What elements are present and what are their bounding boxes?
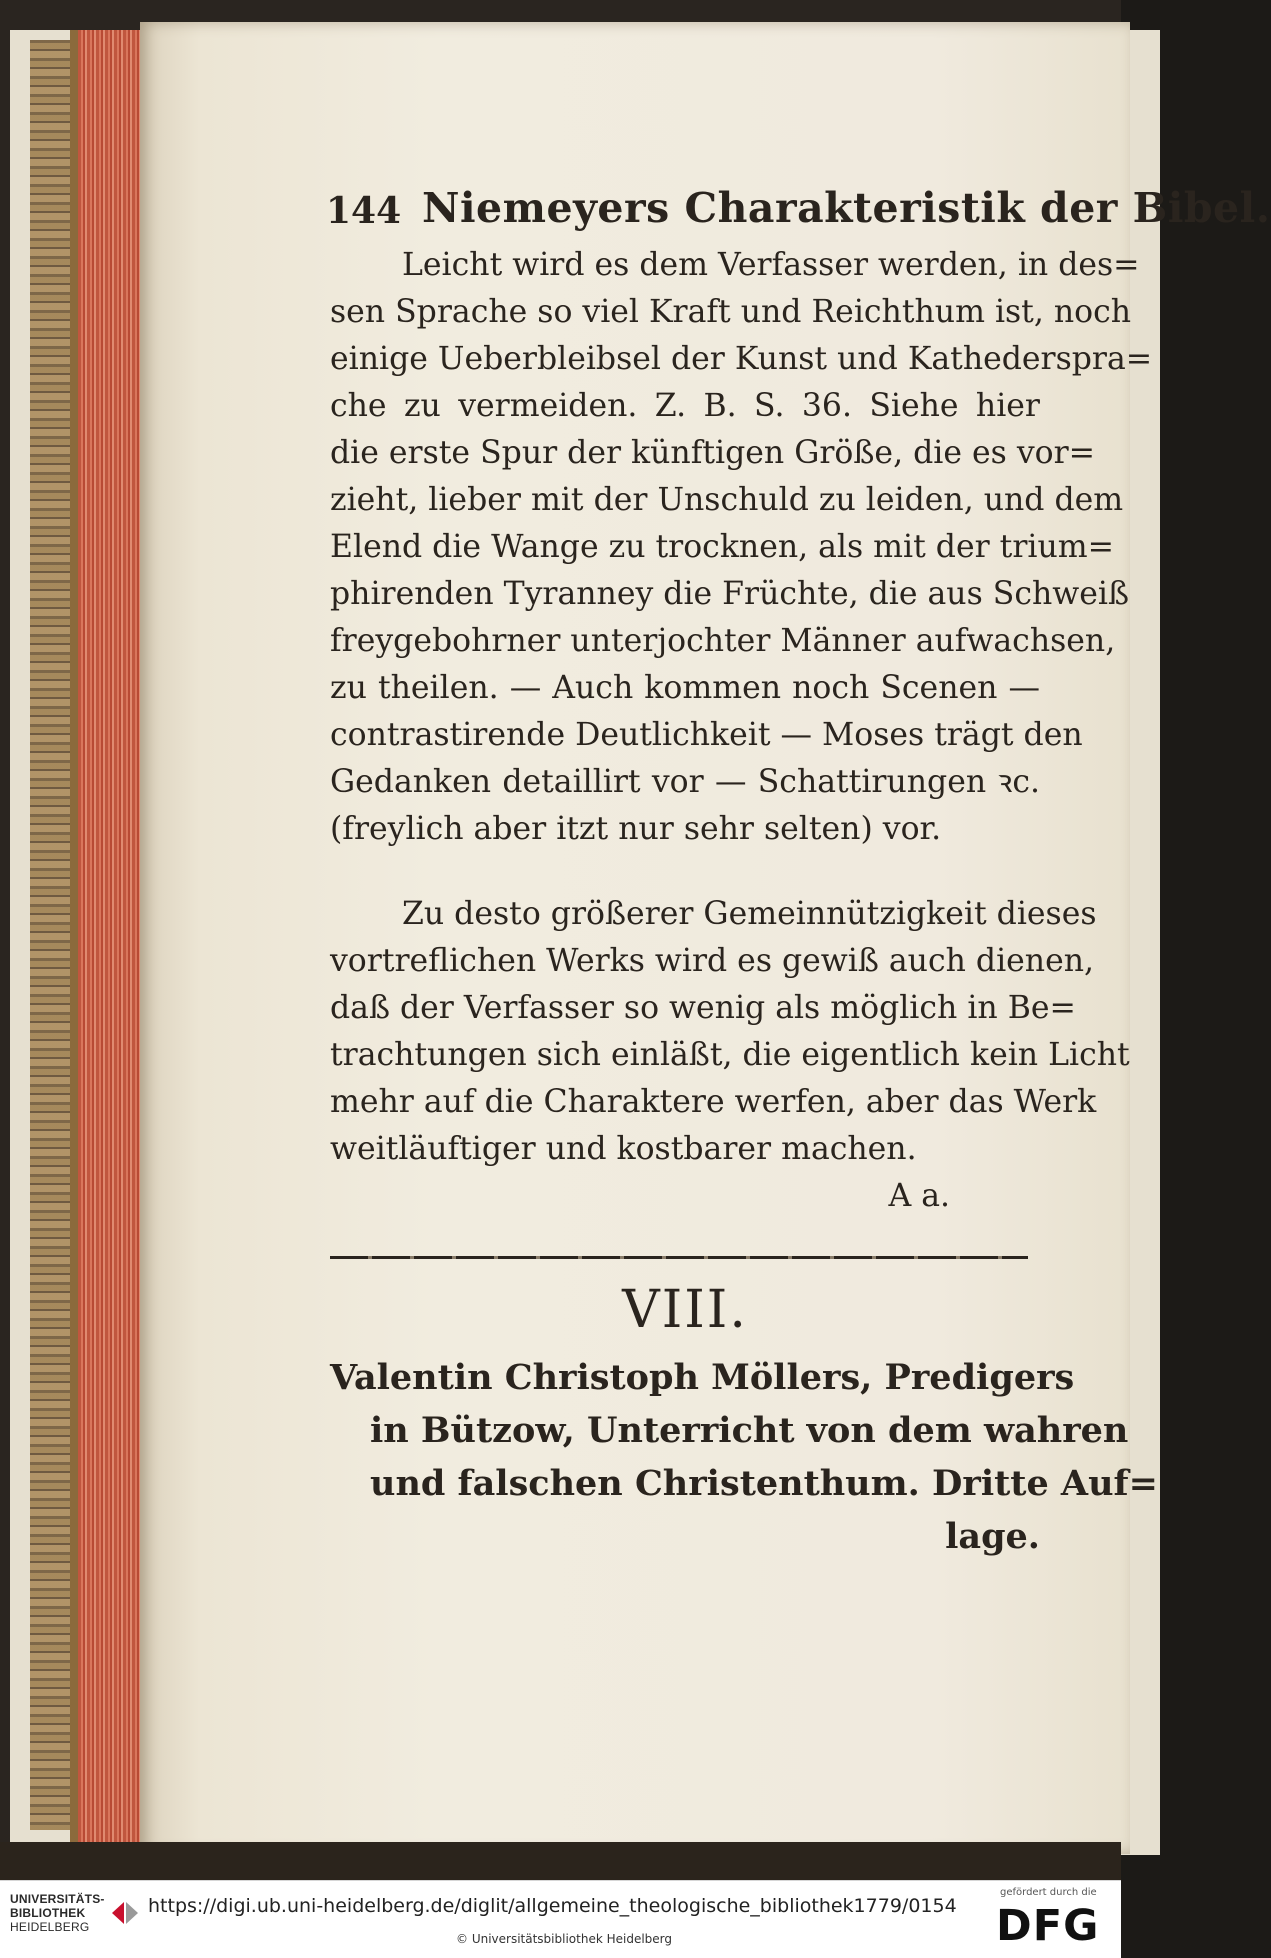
library-logo[interactable] (10, 1892, 150, 1950)
page-text-block (326, 182, 1271, 1563)
section-title-line: lage. (945, 1516, 1040, 1557)
text-line: che zu vermeiden. Z. B. S. 36. Siehe hier (330, 388, 1040, 424)
signature: A a. (888, 1178, 950, 1214)
library-emblem-icon (110, 1898, 140, 1928)
text-line: phirenden Tyranney die Früchte, die aus Schweiß (330, 576, 1130, 612)
text-line: einige Ueberbleibsel der Kunst und Kathederspra= (330, 341, 1153, 377)
text-line: zieht, lieber mit der Unschuld zu leiden, und dem (330, 482, 1124, 518)
paragraph-2 (330, 891, 1130, 1173)
viewer-footer (0, 1880, 1121, 1958)
section-title-line: Valentin Christoph Möllers, Predigers (330, 1357, 1075, 1398)
funding-note: gefördert durch die (1000, 1887, 1097, 1898)
logo-line: HEIDELBERG (10, 1920, 90, 1934)
red-page-edges (78, 30, 140, 1852)
paragraph-1 (330, 242, 1153, 853)
dfg-logo[interactable]: DFG (996, 1901, 1100, 1951)
section-title-line: in Bützow, Unterricht von dem wahren (370, 1410, 1129, 1451)
text-line: freygebohrner unterjochter Männer aufwachsen, (330, 623, 1116, 659)
permalink-url[interactable]: https://digi.ub.uni-heidelberg.de/diglit/allgemeine_theologische_bibliothek1779/0154 (148, 1895, 957, 1917)
text-line: weitläuftiger und kostbarer machen. (330, 1131, 917, 1167)
text-line: trachtungen sich einläßt, die eigentlich kein Licht (330, 1037, 1130, 1073)
text-line: vortreflichen Werks wird es gewiß auch dienen, (330, 943, 1095, 979)
page-header (326, 182, 1271, 242)
copyright-notice: © Universitätsbibliothek Heidelberg (456, 1932, 673, 1946)
section-divider (330, 1256, 1028, 1259)
text-line: (freylich aber itzt nur sehr selten) vor. (330, 811, 942, 847)
text-line: die erste Spur der künftigen Größe, die es vor= (330, 435, 1096, 471)
text-line: daß der Verfasser so wenig als möglich in Be= (330, 990, 1076, 1026)
text-line: Gedanken detaillirt vor — Schattirungen ꝛc. (330, 764, 1040, 800)
logo-line: BIBLIOTHEK (10, 1906, 86, 1920)
text-line: Elend die Wange zu trocknen, als mit der trium= (330, 529, 1115, 565)
text-line: sen Sprache so viel Kraft und Reichthum ist, noch (330, 294, 1132, 330)
running-title: Niemeyers Charakteristik der Bibel. (422, 184, 1271, 232)
page-number: 144 (326, 190, 402, 232)
section-number: VIII. (622, 1280, 748, 1340)
text-line: contrastirende Deutlichkeit — Moses trägt den (330, 717, 1083, 753)
text-line: Leicht wird es dem Verfasser werden, in des= (402, 247, 1140, 283)
scan-bottom-edge (0, 1842, 1121, 1880)
text-line: mehr auf die Charaktere werfen, aber das Werk (330, 1084, 1097, 1120)
logo-line: UNIVERSITÄTS- (10, 1892, 105, 1906)
text-line: Zu desto größerer Gemeinnützigkeit dieses (402, 896, 1097, 932)
section-title-line: und falschen Christenthum. Dritte Auf= (370, 1463, 1158, 1504)
text-line: zu theilen. — Auch kommen noch Scenen — (330, 670, 1040, 706)
